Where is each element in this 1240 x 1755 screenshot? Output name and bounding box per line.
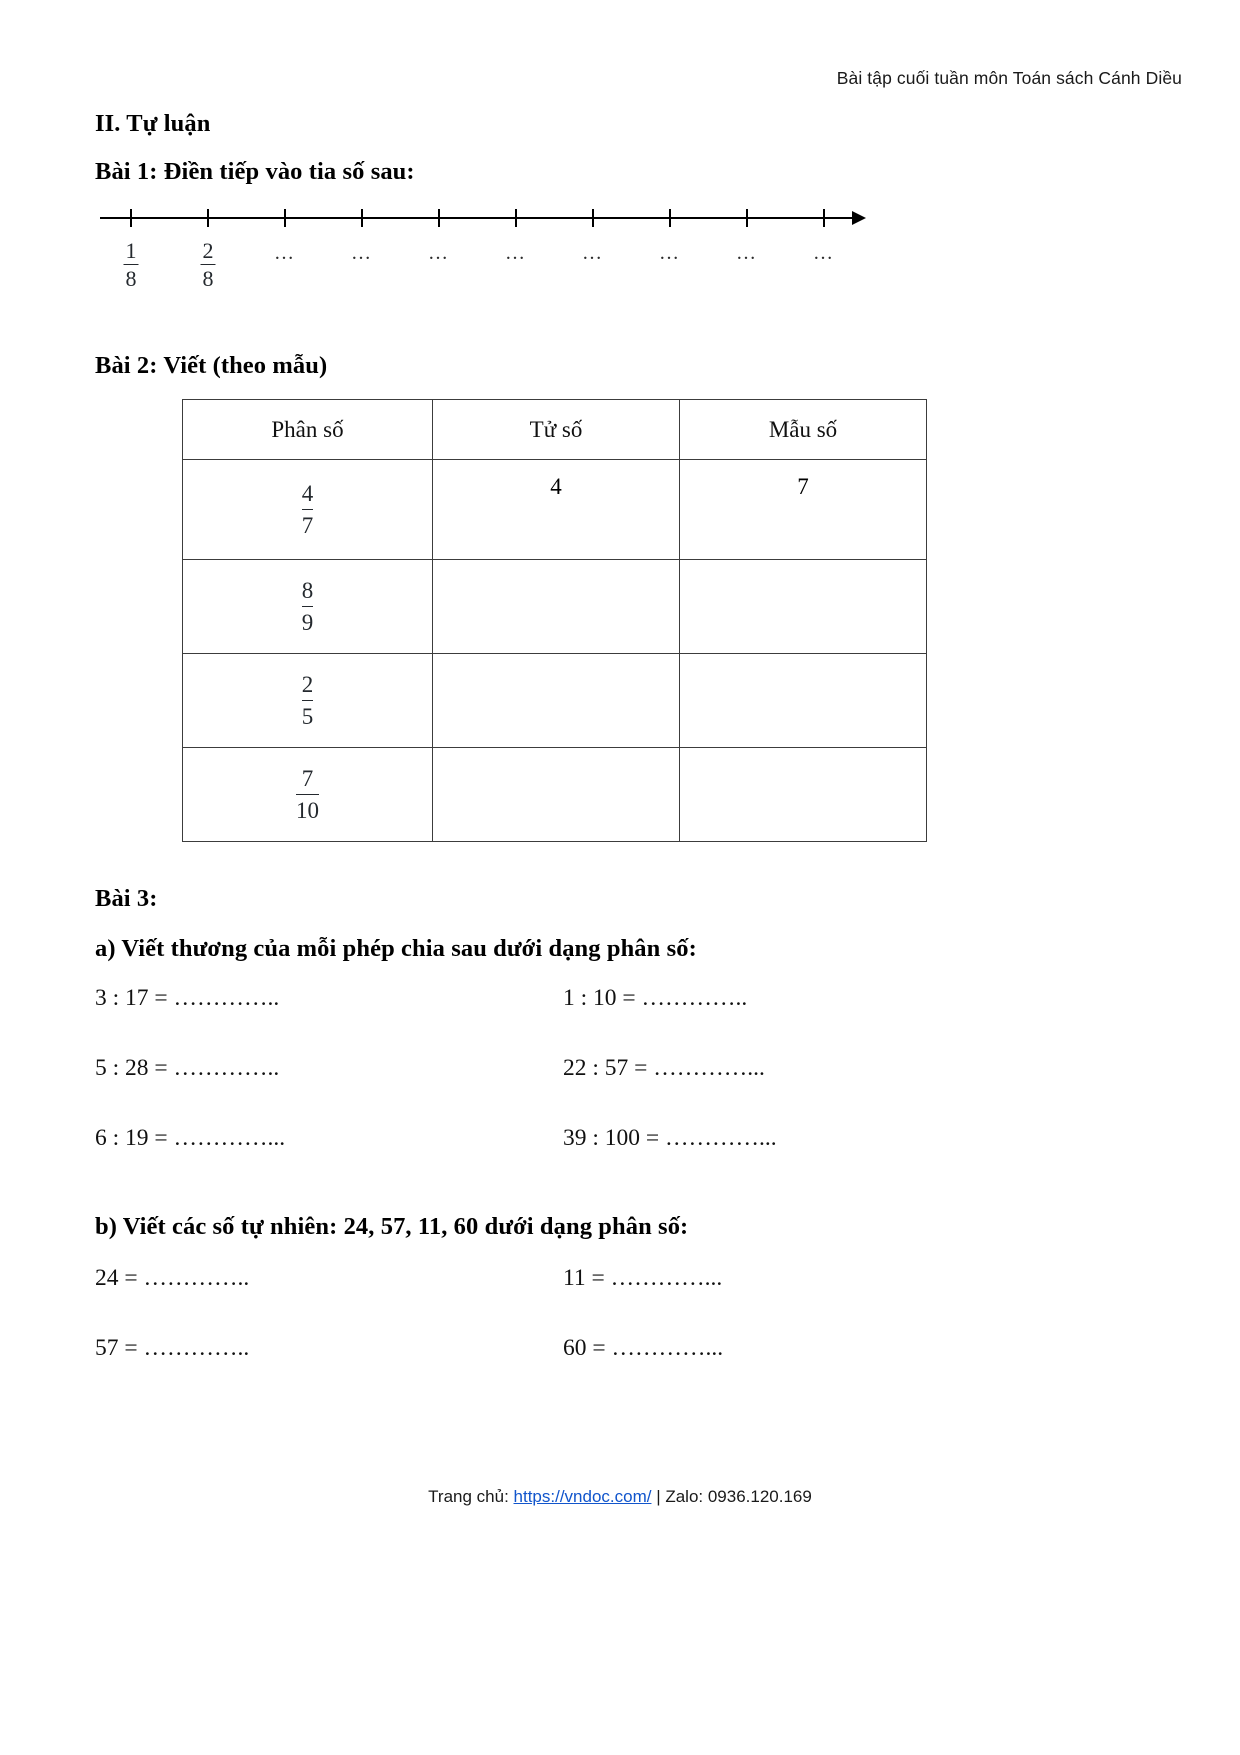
number-line-blank-label: … [659,242,681,264]
number-line-fraction-label: $\frac{1}{8}$ [125,238,137,292]
number-line-tick [746,209,748,227]
exercise-heading-bai-3: Bài 3: [95,885,158,912]
bai-3a-row [95,985,1095,1055]
number-line-tick [130,209,132,227]
cell-phan-so: $\frac{4}{7}$ [183,460,433,560]
cell-tu-so[interactable] [433,560,680,654]
cell-mau-so[interactable]: 7 [680,460,927,560]
number-line-tick [361,209,363,227]
number-line-blank-label: … [736,242,758,264]
cell-mau-so[interactable] [680,748,927,842]
number-line-blank-label: … [274,242,296,264]
number-line-blank-label: … [582,242,604,264]
number-line-tick [592,209,594,227]
bai-3a-item[interactable]: 1 : 10 = ………….. [563,985,748,1011]
number-line-tick [515,209,517,227]
bai-3a-item[interactable]: 22 : 57 = …………... [563,1055,765,1081]
column-header-phan-so: Phân số [183,400,433,460]
table-row [183,748,927,842]
bai-3a-answer-list [95,985,1095,1195]
number-line-tick [669,209,671,227]
bai-3b-item[interactable]: 11 = …………... [563,1265,723,1291]
bai-3b-row [95,1335,1095,1405]
table-row [183,560,927,654]
cell-phan-so: $\frac{2}{5}$ [183,654,433,748]
bai-3b-row [95,1265,1095,1335]
arrow-right-icon [852,211,866,225]
bai-3b-item[interactable]: 57 = ………….. [95,1335,250,1361]
footer-link[interactable]: https://vndoc.com/ [513,1487,652,1506]
cell-phan-so: $\frac{7}{10}$ [183,748,433,842]
exercise-heading-bai-1: Bài 1: Điền tiếp vào tia số sau: [95,158,415,185]
number-line-tick [284,209,286,227]
exercise-heading-bai-2: Bài 2: Viết (theo mẫu) [95,352,328,379]
bai-3a-item[interactable]: 5 : 28 = ………….. [95,1055,280,1081]
bai-3b-answer-list [95,1265,1095,1405]
section-heading-tu-luan: II. Tự luận [95,110,211,137]
number-line-tick [207,209,209,227]
table-body [183,460,927,842]
cell-tu-so[interactable] [433,654,680,748]
number-line-blank-label: … [428,242,450,264]
table-row [183,654,927,748]
number-line-tick [823,209,825,227]
number-line-blank-label: … [505,242,527,264]
bai-3a-item[interactable]: 39 : 100 = …………... [563,1125,777,1151]
bai-3b-item[interactable]: 60 = …………... [563,1335,724,1361]
number-line [100,205,890,295]
bai-3a-item[interactable]: 3 : 17 = ………….. [95,985,280,1011]
table-row [183,460,927,560]
exercise-heading-bai-3b: b) Viết các số tự nhiên: 24, 57, 11, 60 dưới dạng phân số: [95,1213,689,1240]
table-header-row [183,400,927,460]
cell-mau-so[interactable] [680,654,927,748]
footer-suffix: | Zalo: 0936.120.169 [651,1487,812,1506]
bai-3b-item[interactable]: 24 = ………….. [95,1265,250,1291]
number-line-tick [438,209,440,227]
bai-3a-row [95,1055,1095,1125]
cell-tu-so[interactable] [433,748,680,842]
cell-phan-so: $\frac{8}{9}$ [183,560,433,654]
column-header-tu-so: Tử số [433,400,680,460]
footer-prefix: Trang chủ: [428,1487,514,1506]
page-header: Bài tập cuối tuần môn Toán sách Cánh Diều [836,68,1182,88]
number-line-blank-label: … [813,242,835,264]
cell-tu-so[interactable]: 4 [433,460,680,560]
exercise-heading-bai-3a: a) Viết thương của mỗi phép chia sau dưới dạng phân số: [95,935,697,962]
bai-3a-item[interactable]: 6 : 19 = …………... [95,1125,286,1151]
page-footer [0,1487,1240,1507]
number-line-fraction-label: $\frac{2}{8}$ [202,238,214,292]
fraction-table [182,399,927,842]
cell-mau-so[interactable] [680,560,927,654]
bai-3a-row [95,1125,1095,1195]
number-line-blank-label: … [351,242,373,264]
column-header-mau-so: Mẫu số [680,400,927,460]
